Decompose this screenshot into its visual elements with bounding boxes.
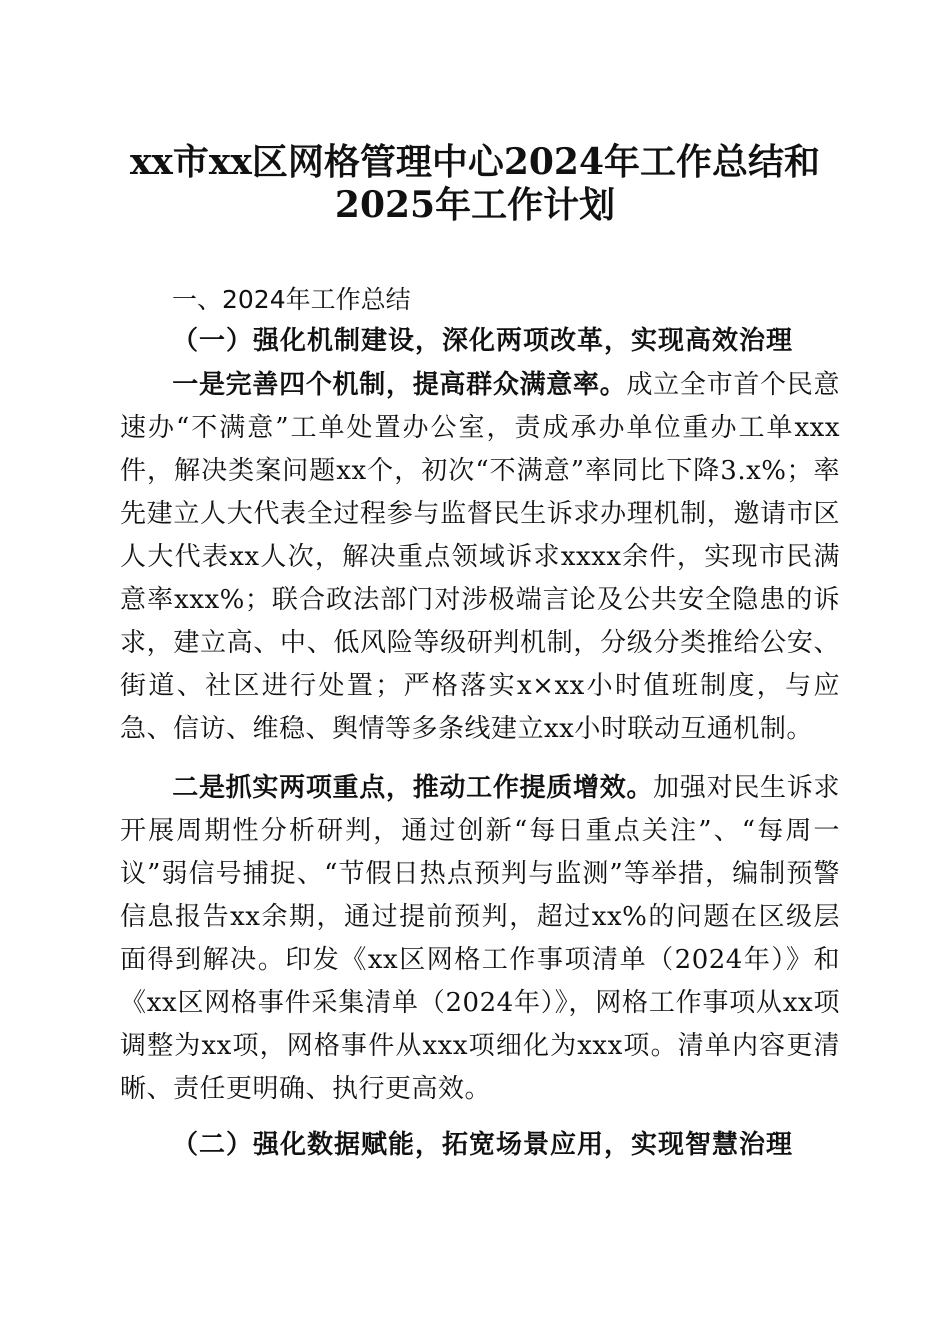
document-title-line-1: xx市xx区网格管理中心2024年工作总结和: [129, 141, 821, 183]
paragraph-2-text: 加强对民生诉求开展周期性分析研判，通过创新“每日重点关注”、“每周一议”弱信号捕捉、“节假日热点预判与监测”等举措，编制预警信息报告xx余期，通过提前预判，超过xx%的问题在区级层面得到解决。印发《xx区网格工作事项清单（2024年）》和《xx区网格事件采集清单（2024年）》，网格工作事项从xx项调整为xx项，网格事件从xxx项细化为xxx项。清单内容更清晰、责任更明确、执行更高效。: [120, 773, 840, 1104]
paragraph-1-text: 成立全市首个民意速办“不满意”工单处置办公室，责成承办单位重办工单xxx件，解决类案问题xx个，初次“不满意”率同比下降3.x%；率先建立人大代表全过程参与监督民生诉求办理机制，邀请市区人大代表xx人次，解决重点领域诉求xxxx余件，实现市民满意率xxx%；联合政法部门对涉极端言论及公共安全隐患的诉求，建立高、中、低风险等级研判机制，分级分类推给公安、街道、社区进行处置；严格落实x×xx小时值班制度，与应急、信访、维稳、舆情等多条线建立xx小时联动互通机制。: [120, 370, 840, 744]
subsection-heading-2: （二）强化数据赋能，拓宽场景应用，实现智慧治理: [172, 1130, 794, 1160]
document-title-line-2: 2025年工作计划: [334, 184, 616, 226]
paragraph-2-lead: 二是抓实两项重点，推动工作提质增效。: [172, 773, 654, 803]
subsection-heading-1: （一）强化机制建设，深化两项改革，实现高效治理: [172, 326, 794, 356]
paragraph-2: [120, 767, 840, 1111]
section-heading-2024-summary: 一、2024年工作总结: [172, 285, 411, 314]
paragraph-1-lead: 一是完善四个机制，提高群众满意率。: [172, 370, 627, 400]
paragraph-1: [120, 364, 840, 751]
